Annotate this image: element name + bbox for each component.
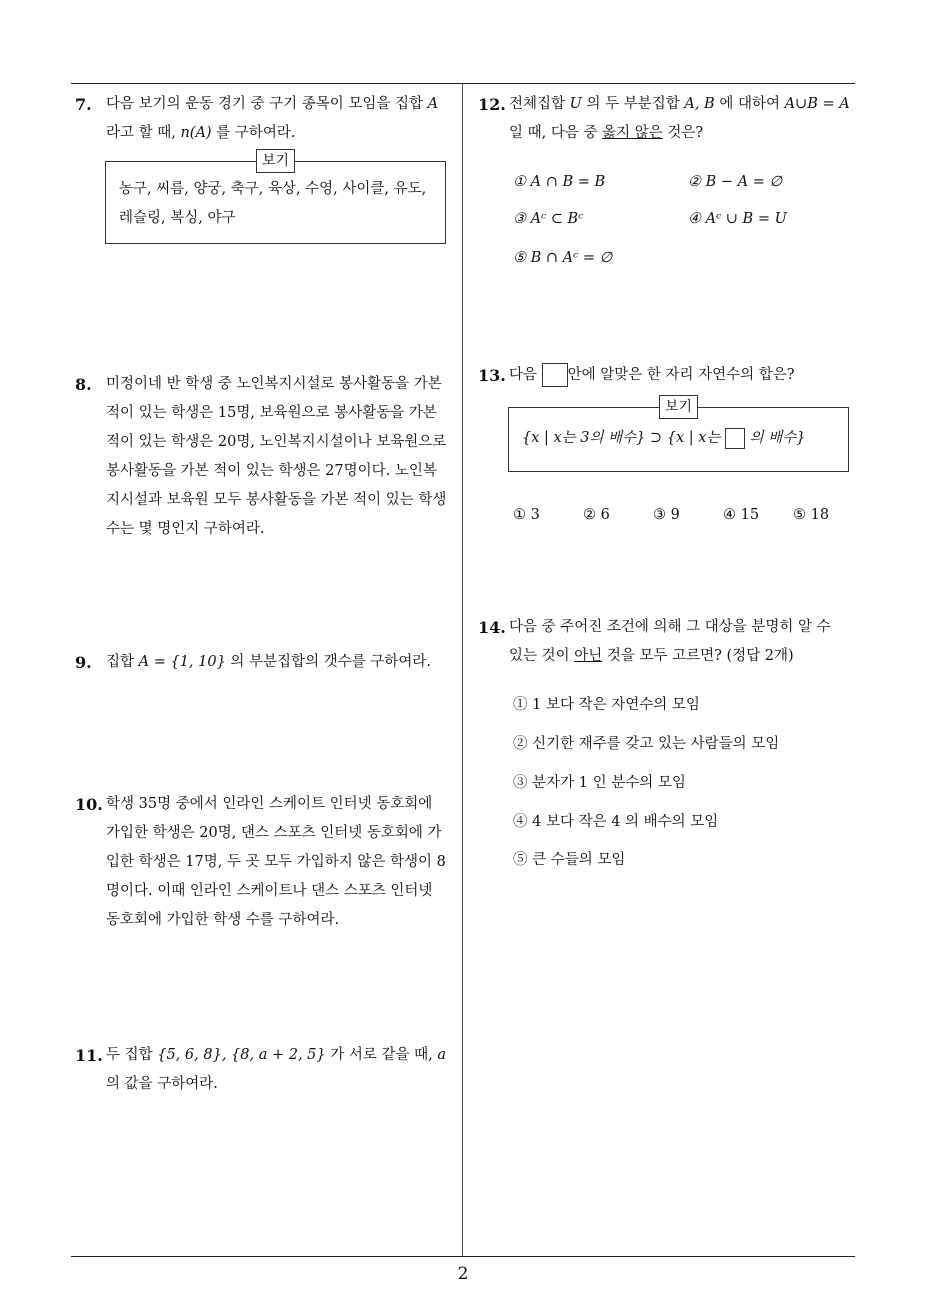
- question-text-line: 다음 보기의 운동 경기 중 구기 종목이 모임을 집합 A: [106, 96, 439, 112]
- question-text-line: 있는 것이 아닌 것을 모두 고르면? (정답 2개): [509, 648, 794, 664]
- box-text-line: 레슬링, 복싱, 야구: [119, 210, 236, 226]
- question-10: [75, 790, 460, 935]
- answer-option[interactable]: ① 1 보다 작은 자연수의 모임: [513, 697, 700, 713]
- answer-option[interactable]: ② B − A = ∅: [688, 174, 783, 190]
- bottom-rule: [71, 1256, 855, 1257]
- question-9: [75, 648, 460, 677]
- answer-option[interactable]: ④ 4 보다 작은 4 의 배수의 모임: [513, 814, 719, 830]
- answer-blank: [542, 363, 568, 387]
- answer-option[interactable]: ① 3: [513, 507, 540, 523]
- question-text-line: 입한 학생은 17명, 두 곳 모두 가입하지 않은 학생이 8: [106, 854, 446, 870]
- answer-option[interactable]: ⑤ 18: [793, 507, 830, 523]
- top-rule: [71, 83, 855, 84]
- question-14: [478, 613, 863, 671]
- question-text-line: 미정이네 반 학생 중 노인복지시설로 봉사활동을 가본: [106, 376, 442, 392]
- question-7: [75, 90, 460, 148]
- question-text-line: 명이다. 이때 인라인 스케이트나 댄스 스포츠 인터넷: [106, 883, 433, 899]
- set-expression: 의 배수}: [749, 430, 806, 446]
- question-text-line: 집합 A = {1, 10} 의 부분집합의 갯수를 구하여라.: [106, 654, 431, 670]
- question-text-line: 다음 중 주어진 조건에 의해 그 대상을 분명히 알 수: [509, 619, 831, 635]
- question-text-line: 봉사활동을 가본 적이 있는 학생은 27명이다. 노인복: [106, 463, 437, 479]
- question-number: 14.: [478, 618, 506, 637]
- question-text-line: 다음 안에 알맞은 한 자리 자연수의 합은?: [509, 361, 863, 390]
- answer-option[interactable]: ③ Aᶜ ⊂ Bᶜ: [513, 211, 584, 227]
- example-box: [105, 153, 446, 244]
- question-number: 12.: [478, 95, 506, 114]
- question-text-line: 동호회에 가입한 학생 수를 구하여라.: [106, 912, 340, 928]
- question-number: 11.: [75, 1046, 103, 1065]
- column-divider: [462, 84, 463, 1256]
- answer-option[interactable]: ⑤ B ∩ Aᶜ = ∅: [513, 250, 613, 266]
- question-text-line: 두 집합 {5, 6, 8}, {8, a + 2, 5} 가 서로 같을 때, a: [106, 1047, 446, 1063]
- question-text-line: 적이 있는 학생은 15명, 보육원으로 봉사활동을 가본: [106, 405, 437, 421]
- question-text-line: 의 값을 구하여라.: [106, 1076, 218, 1092]
- question-text-line: 전체집합 U 의 두 부분집합 A, B 에 대하여 A∪B = A: [509, 96, 850, 112]
- question-text-line: 적이 있는 학생은 20명, 노인복지시설이나 보육원으로: [106, 434, 447, 450]
- question-12: [478, 90, 863, 148]
- question-13: [478, 361, 863, 390]
- box-text-line: 농구, 씨름, 양궁, 축구, 육상, 수영, 사이클, 유도,: [119, 181, 427, 197]
- answer-option[interactable]: ③ 9: [653, 507, 680, 523]
- box-label: 보기: [256, 149, 295, 173]
- question-number: 9.: [75, 653, 92, 672]
- question-number: 8.: [75, 375, 92, 394]
- question-text-line: 일 때, 다음 중 옳지 않은 것은?: [509, 125, 704, 141]
- answer-option[interactable]: ② 6: [583, 507, 610, 523]
- answer-option[interactable]: ① A ∩ B = B: [513, 174, 606, 190]
- question-text-line: 수는 몇 명인지 구하여라.: [106, 521, 265, 537]
- question-text-line: 학생 35명 중에서 인라인 스케이트 인터넷 동호회에: [106, 796, 433, 812]
- question-text-line: 라고 할 때, n(A) 를 구하여라.: [106, 125, 296, 141]
- question-11: [75, 1041, 460, 1099]
- answer-option[interactable]: ④ Aᶜ ∪ B = U: [688, 211, 787, 227]
- set-expression: {x | x는 3의 배수} ⊃ {x | x는: [522, 430, 721, 446]
- question-8: [75, 370, 460, 544]
- example-box: [508, 399, 849, 472]
- answer-blank: [725, 428, 745, 449]
- answer-option[interactable]: ④ 15: [723, 507, 760, 523]
- answer-option[interactable]: ② 신기한 재주를 갖고 있는 사람들의 모임: [513, 736, 780, 752]
- question-number: 13.: [478, 366, 506, 385]
- question-text-line: 지시설과 보육원 모두 봉사활동을 가본 적이 있는 학생: [106, 492, 447, 508]
- answer-option[interactable]: ⑤ 큰 수들의 모임: [513, 852, 626, 868]
- box-label: 보기: [659, 395, 698, 419]
- question-text-line: 가입한 학생은 20명, 댄스 스포츠 인터넷 동호회에 가: [106, 825, 442, 841]
- answer-option[interactable]: ③ 분자가 1 인 분수의 모임: [513, 775, 686, 791]
- question-number: 10.: [75, 795, 103, 814]
- page-number: 2: [457, 1264, 469, 1284]
- question-number: 7.: [75, 95, 92, 114]
